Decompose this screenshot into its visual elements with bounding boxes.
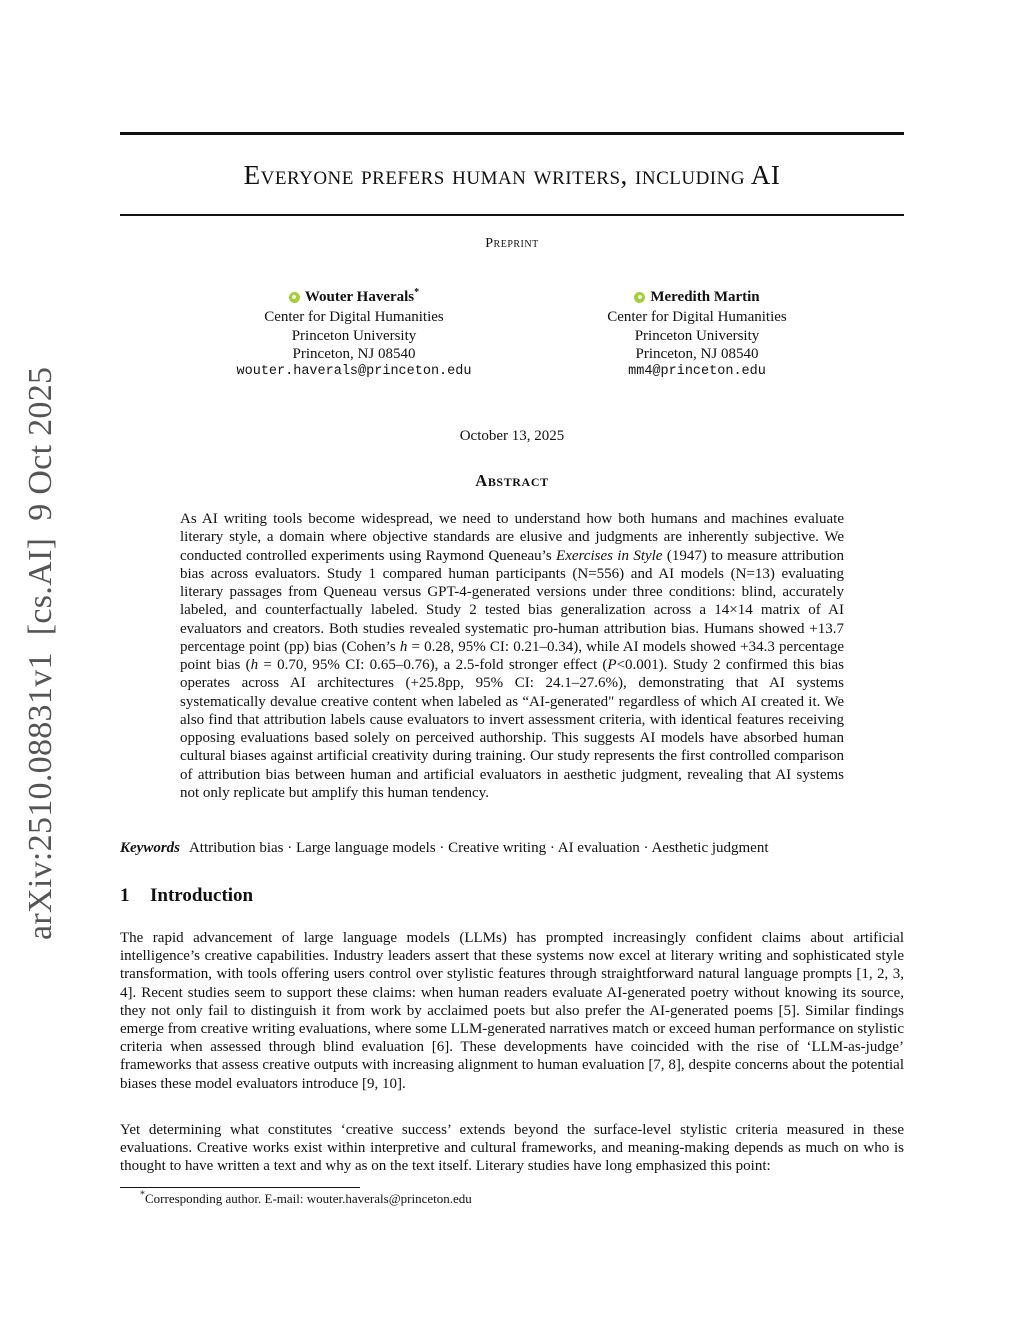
- orcid-icon[interactable]: [634, 292, 645, 303]
- title-top-rule: [120, 132, 904, 135]
- arxiv-category: [cs.AI]: [22, 537, 59, 636]
- abstract-text: As AI writing tools become widespread, we need to understand how both humans and machines evaluate literary style, a domain where objective standards are elusive and judgments are inherently subjective. We conducted controlled experiments using Raymond Queneau’s Exercises in Style (1947) to measure attribution bias across evaluators. Study 1 compared human participants (N=556) and AI models (N=13) evaluating literary passages from Queneau versus GPT-4-generated versions under three conditions: blind, accurately labeled, and counterfactually labeled. Study 2 tested bias generalization across a 14×14 matrix of AI evaluators and creators. Both studies revealed systematic pro-human attribution bias. Humans showed +13.7 percentage point (pp) bias (Cohen’s h = 0.28, 95% CI: 0.21–0.34), while AI models showed +34.3 percentage point bias (h = 0.70, 95% CI: 0.65–0.76), a 2.5-fold stronger effect (P<0.001). Study 2 confirmed this bias operates across AI architectures (+25.8pp, 95% CI: 24.1–27.6%), demonstrating that AI systems systematically devalue creative content when labeled as “AI-generated" regardless of which AI created it. We also find that attribution labels cause evaluators to invert assessment criteria, with identical features receiving opposing evaluations based solely on perceived authorship. This suggests AI models have absorbed human cultural biases against artificial creativity during training. Our study represents the first controlled comparison of attribution bias between human and artificial evaluators in aesthetic judgment, revealing that AI systems not only replicate but amplify this human tendency.: [180, 511, 844, 801]
- footnote: *Corresponding author. E-mail: wouter.haverals@princeton.edu: [140, 1189, 472, 1206]
- author-name: Meredith Martin: [634, 288, 759, 306]
- introduction-paragraph-2: Yet determining what constitutes ‘creative success’ extends beyond the surface-level stylistic criteria measured in these evaluations. Creative works exist within interpretive and cultural frameworks, and meaning-making depends as much on who is thought to have written a text and why as on the text itself. Literary studies have long emphasized this point:: [120, 1122, 904, 1175]
- keywords: [120, 840, 904, 857]
- orcid-icon[interactable]: [289, 292, 300, 303]
- author-address: Princeton, NJ 08540: [635, 345, 759, 362]
- author-name: Wouter Haverals*: [289, 288, 419, 306]
- keywords-label: Keywords: [120, 840, 180, 856]
- arxiv-id[interactable]: arXiv:2510.08831v1: [22, 652, 59, 940]
- author-email[interactable]: wouter.haverals@princeton.edu: [236, 364, 472, 380]
- author-block-haverals: [194, 288, 514, 382]
- arxiv-stamp: [22, 350, 60, 940]
- paper-date: October 13, 2025: [459, 428, 565, 444]
- section-heading-introduction: 1 Introduction: [120, 885, 254, 906]
- author-institution: Princeton University: [634, 327, 760, 344]
- title-bottom-rule: [120, 214, 904, 216]
- footnote-rule: [120, 1187, 360, 1188]
- author-affiliation: Center for Digital Humanities: [264, 309, 444, 326]
- arxiv-date: 9 Oct 2025: [22, 366, 59, 521]
- author-affiliation: Center for Digital Humanities: [607, 309, 787, 326]
- preprint-label: Preprint: [485, 236, 539, 251]
- introduction-paragraph-1: The rapid advancement of large language models (LLMs) has prompted increasingly confident claims about artificial intelligence’s creative capabilities. Industry leaders assert that these systems now excel at literary writing and sophisticated style transformation, with tools offering users control over stylistic features through straightforward natural language prompts [1, 2, 3, 4]. Recent studies seem to support these claims: when human readers evaluate AI-generated poetry without knowing its source, they not only fail to distinguish it from work by acclaimed poets but also prefer the AI-generated poems [5]. Similar findings emerge from creative writing evaluations, where some LLM-generated narratives match or exceed human performance on stylistic criteria when assessed through blind evaluation [6]. These developments have coincided with the rise of ‘LLM-as-judge’ frameworks that assess creative outputs with increasing alignment to human evaluation [7, 8], despite concerns about the potential biases these model evaluators introduce [9, 10].: [120, 930, 904, 1092]
- author-institution: Princeton University: [291, 327, 417, 344]
- keywords-list: Attribution bias · Large language models · Creative writing · AI evaluation · Aesthetic judgment: [188, 840, 769, 856]
- author-address: Princeton, NJ 08540: [292, 345, 416, 362]
- author-email[interactable]: mm4@princeton.edu: [628, 364, 766, 380]
- abstract-heading: Abstract: [475, 471, 549, 490]
- paper-title: Everyone prefers human writers, including AI: [243, 160, 781, 190]
- author-block-martin: [537, 288, 857, 382]
